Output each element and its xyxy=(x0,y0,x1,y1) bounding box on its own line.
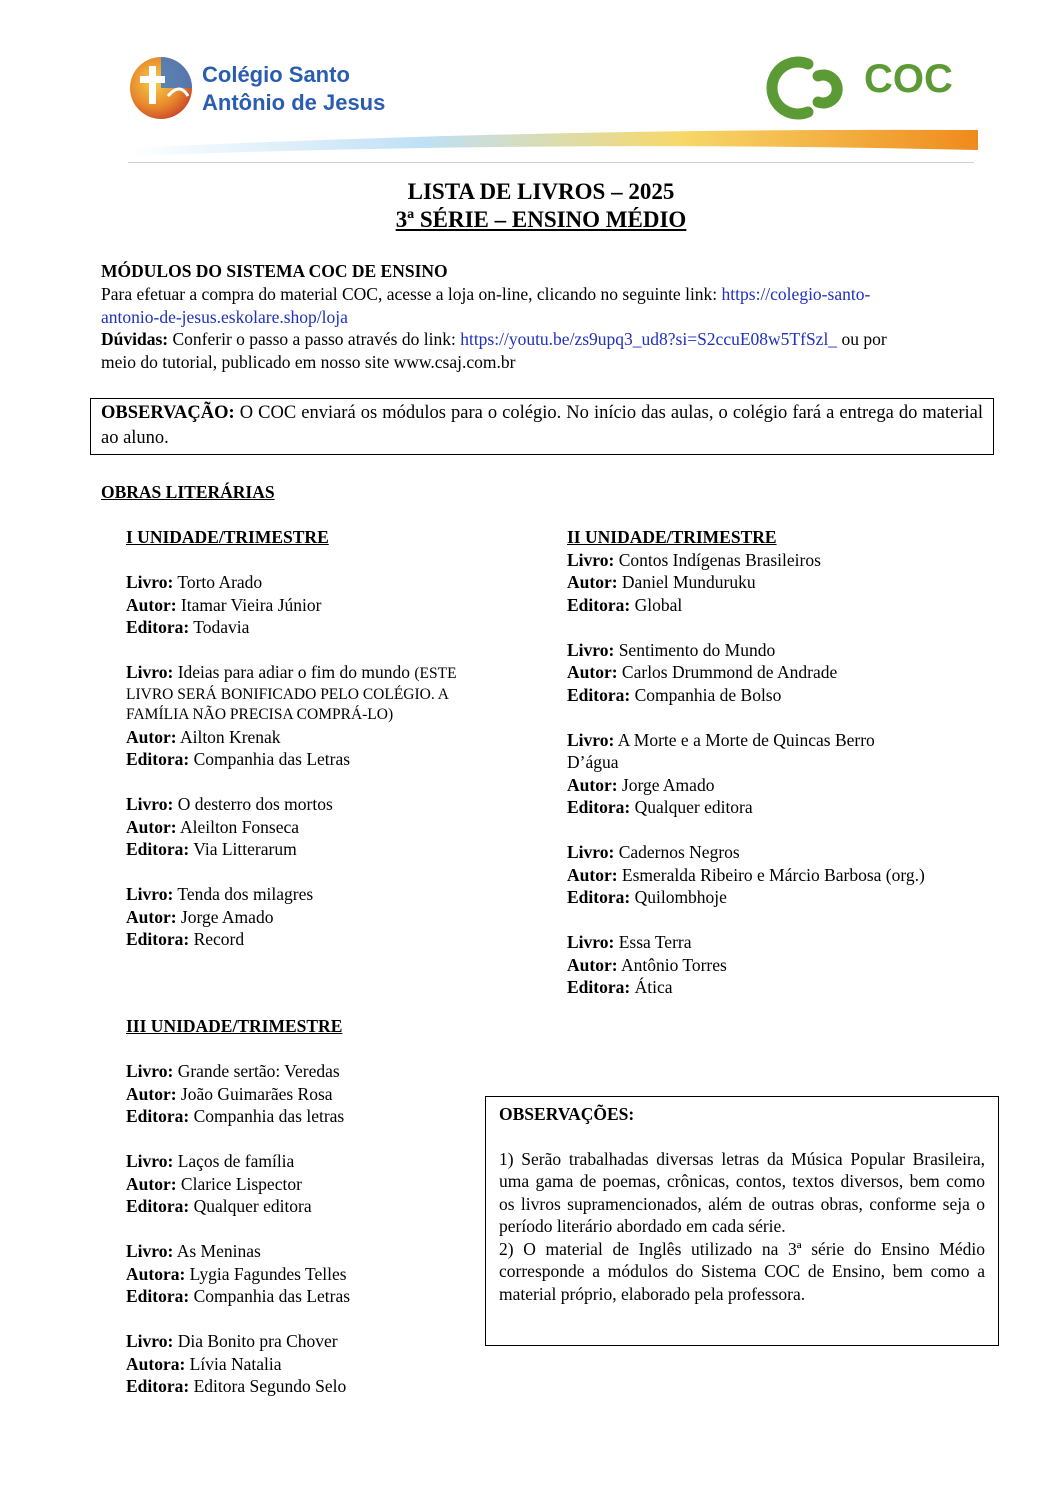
observation-item-1: 1) Serão trabalhadas diversas letras da Música Popular Brasileira, uma gama de poemas, crônicas, contos, textos diversos, bem como os livros supramencionados, além de outras obras, conforme seja o período literário abordado em cada série. xyxy=(499,1148,985,1236)
book-publisher: Via Litterarum xyxy=(189,839,297,859)
page-title: LISTA DE LIVROS – 2025 xyxy=(407,179,675,204)
book-title: Contos Indígenas Brasileiros xyxy=(614,549,821,570)
book-title: Tenda dos milagres xyxy=(173,884,314,904)
book-title: Laços de família xyxy=(173,1151,295,1171)
header-swoosh xyxy=(128,126,978,162)
unit1-section xyxy=(126,526,546,973)
book-entry: Livro: Dia Bonito pra Chover Autora: Lívia Natalia Editora: Editora Segundo Selo xyxy=(126,1331,347,1396)
observations-box xyxy=(485,1096,999,1346)
modules-purchase xyxy=(101,283,983,328)
book-title: Cadernos Negros xyxy=(614,842,740,862)
book-publisher: Global xyxy=(630,594,683,615)
book-title: Torto Arado xyxy=(173,572,263,592)
book-author: Daniel Munduruku xyxy=(617,572,756,592)
school-name-line2: Antônio de Jesus xyxy=(202,90,386,115)
book-publisher: Companhia das Letras xyxy=(189,749,351,769)
page-subtitle: 3ª SÉRIE – ENSINO MÉDIO xyxy=(395,207,687,232)
modules-heading: MÓDULOS DO SISTEMA COC DE ENSINO xyxy=(101,261,448,281)
book-entry: Livro: Grande sertão: Veredas Autor: João Guimarães Rosa Editora: Companhia das letras xyxy=(126,1061,345,1126)
observation-text: O COC enviará os módulos para o colégio. No início das aulas, o colégio fará a entrega do material ao aluno. xyxy=(101,403,983,448)
book-publisher: Qualquer editora xyxy=(189,1196,312,1216)
book-author: Itamar Vieira Júnior xyxy=(176,594,322,615)
book-entry: Livro: A Morte e a Morte de Quincas Berro D’água Autor: Jorge Amado Editora: Qualquer editora xyxy=(567,729,987,819)
header-divider xyxy=(128,162,974,163)
unit2-section xyxy=(567,526,987,1021)
school-name-line1: Colégio Santo xyxy=(202,62,350,87)
book-entry: Livro: O desterro dos mortos Autor: Aleilton Fonseca Editora: Via Litterarum xyxy=(126,794,333,859)
book-author: João Guimarães Rosa xyxy=(176,1083,333,1104)
book-note: LIVRO SERÁ BONIFICADO PELO COLÉGIO. A xyxy=(126,685,449,703)
purchase-text: Para efetuar a compra do material COC, acesse a loja on-line, clicando no seguinte link: xyxy=(101,284,722,304)
tutorial-link[interactable]: https://youtu.be/zs9upq3_ud8?si=S2ccuE08w5TfSzl_ xyxy=(460,329,838,349)
book-author: Aleilton Fonseca xyxy=(176,816,300,837)
unit3-section xyxy=(126,1015,466,1420)
book-title: Essa Terra xyxy=(614,932,692,952)
modules-doubts xyxy=(101,328,983,373)
book-author: Ailton Krenak xyxy=(176,726,281,747)
book-author: Carlos Drummond de Andrade xyxy=(617,662,838,682)
book-publisher: Editora Segundo Selo xyxy=(189,1376,347,1396)
book-author: Antônio Torres xyxy=(617,954,727,975)
book-title: Sentimento do Mundo xyxy=(614,639,776,660)
book-publisher: Record xyxy=(189,929,245,949)
doubts-label: Dúvidas: xyxy=(101,329,169,349)
book-entry: Livro: Sentimento do Mundo Autor: Carlos Drummond de Andrade Editora: Companhia de Bolso xyxy=(567,639,838,705)
book-title: Dia Bonito pra Chover xyxy=(173,1331,338,1351)
book-entry: Livro: Essa Terra Autor: Antônio Torres Editora: Ática xyxy=(567,932,727,997)
book-publisher: Companhia de Bolso xyxy=(630,684,782,705)
book-note: FAMÍLIA NÃO PRECISA COMPRÁ-LO) xyxy=(126,706,394,723)
book-title: Ideias para adiar o fim do mundo xyxy=(173,662,415,682)
book-publisher: Todavia xyxy=(189,617,250,637)
book-entry: Livro: Torto Arado Autor: Itamar Vieira Júnior Editora: Todavia xyxy=(126,572,322,637)
book-entry: Livro: Cadernos Negros Autor: Esmeralda Ribeiro e Márcio Barbosa (org.) Editora: Quilombhoje xyxy=(567,842,925,907)
book-title: Grande sertão: Veredas xyxy=(173,1061,340,1081)
book-author: Jorge Amado xyxy=(176,906,274,927)
book-note: (ESTE xyxy=(414,665,457,682)
coc-brand-text: COC xyxy=(864,57,953,101)
book-entry: Livro: Contos Indígenas Brasileiros Autor: Daniel Munduruku Editora: Global xyxy=(567,549,821,615)
book-entry: Livro: Laços de família Autor: Clarice Lispector Editora: Qualquer editora xyxy=(126,1151,312,1216)
unit2-heading: II UNIDADE/TRIMESTRE xyxy=(567,527,777,547)
book-entry: Livro: As Meninas Autora: Lygia Fagundes Telles Editora: Companhia das Letras xyxy=(126,1241,351,1306)
book-title: As Meninas xyxy=(173,1241,261,1261)
observation-box xyxy=(90,398,994,455)
observation-item-2: 2) O material de Inglês utilizado na 3ª série do Ensino Médio corresponde a módulos do Sistema COC de Ensino, bem como a material próprio, elaborado pela professora. xyxy=(499,1238,985,1304)
book-publisher: Qualquer editora xyxy=(630,797,753,817)
book-entry: Livro: Ideias para adiar o fim do mundo (ESTE LIVRO SERÁ BONIFICADO PELO COLÉGIO. A FAMÍLIA NÃO PRECISA COMPRÁ-LO) Autor: Ailton Krenak Editora: Companhia das Letras xyxy=(126,661,546,771)
literary-heading: OBRAS LITERÁRIAS xyxy=(101,482,275,502)
purchase-link[interactable]: https://colegio-santo- antonio-de-jesus.eskolare.shop/loja xyxy=(101,284,871,327)
observations-heading: OBSERVAÇÕES: xyxy=(499,1104,635,1124)
doubts-line2: meio do tutorial, publicado em nosso site www.csaj.com.br xyxy=(101,351,516,372)
school-logo xyxy=(128,52,438,126)
coc-logo xyxy=(760,52,980,122)
book-entry: Livro: Tenda dos milagres Autor: Jorge Amado Editora: Record xyxy=(126,884,314,949)
book-title-cont: D’água xyxy=(567,752,619,772)
book-publisher: Ática xyxy=(630,977,673,997)
book-title: A Morte e a Morte de Quincas Berro xyxy=(614,729,875,750)
observation-label: OBSERVAÇÃO: xyxy=(101,403,235,423)
unit3-heading: III UNIDADE/TRIMESTRE xyxy=(126,1016,343,1036)
book-title: O desterro dos mortos xyxy=(173,794,333,814)
book-publisher: Companhia das letras xyxy=(189,1106,345,1126)
book-publisher: Companhia das Letras xyxy=(189,1286,351,1306)
book-author: Lívia Natalia xyxy=(185,1353,282,1374)
book-author: Jorge Amado xyxy=(617,774,715,795)
doubts-suffix: ou por xyxy=(837,329,887,349)
unit1-heading: I UNIDADE/TRIMESTRE xyxy=(126,527,329,547)
book-publisher: Quilombhoje xyxy=(630,887,727,907)
book-author: Esmeralda Ribeiro e Márcio Barbosa (org.) xyxy=(617,864,925,885)
book-author: Clarice Lispector xyxy=(176,1173,302,1194)
book-author: Lygia Fagundes Telles xyxy=(185,1263,347,1284)
doubts-text: Conferir o passo a passo através do link: xyxy=(168,329,461,349)
